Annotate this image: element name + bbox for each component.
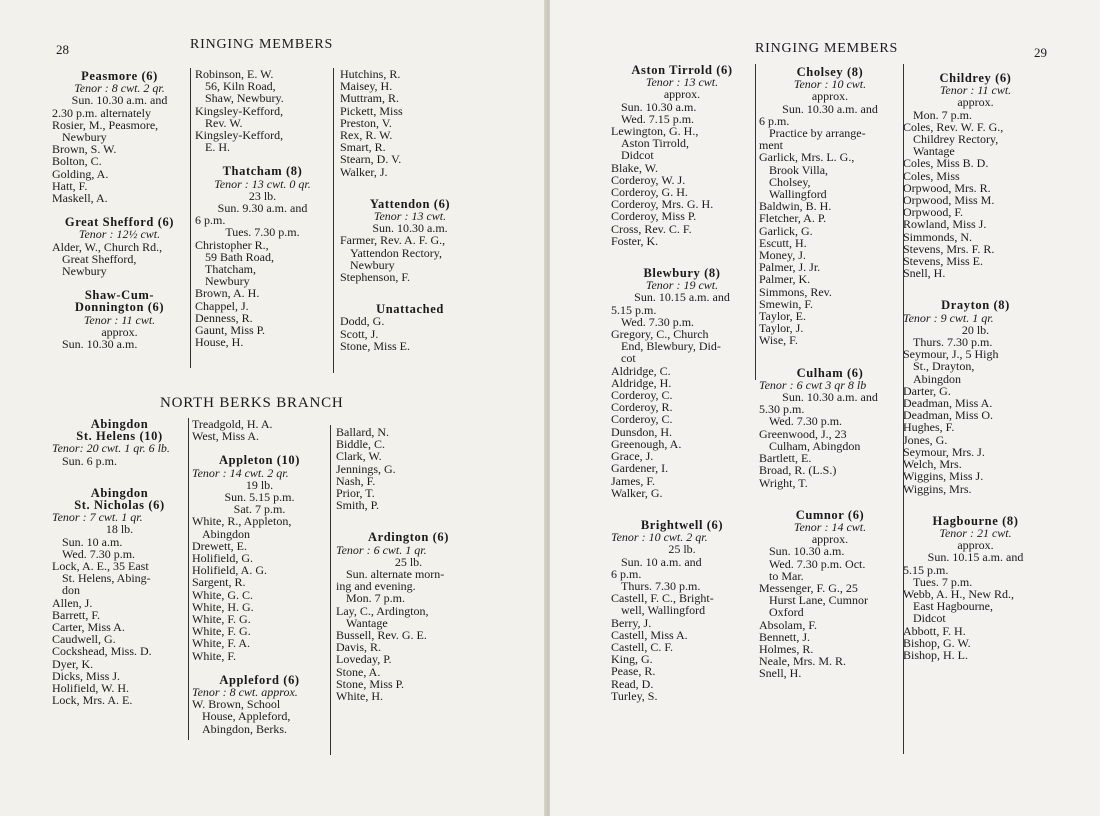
section-heading: Peasmore (6) <box>81 69 158 83</box>
entry-line: Thurs. 7.30 p.m. <box>913 335 993 350</box>
entry-line: Tenor: 20 cwt. 1 qr. 6 lb. <box>52 441 170 456</box>
entry-line: Berry, J. <box>611 615 652 630</box>
entry-line: Thurs. 7.30 p.m. <box>621 578 701 593</box>
section-heading: St. Helens (10) <box>76 429 163 444</box>
entry-line: Darter, G. <box>903 383 951 398</box>
column <box>52 70 187 350</box>
entry-line: Cockshead, Miss. D. <box>52 644 152 659</box>
entry-line: Tenor : 14 cwt. <box>793 519 867 534</box>
entry-line: Newbury <box>62 130 107 145</box>
entry-line: Brook Villa, <box>769 162 829 177</box>
entry-line: Holifield, G. <box>192 551 253 566</box>
entry-line: Tenor : 19 cwt. <box>645 278 719 293</box>
entry-line: Stevens, Miss E. <box>903 254 984 269</box>
entry-line: St. Helens, Abing- <box>62 571 151 586</box>
entry-line: Abingdon <box>913 371 961 386</box>
entry-line: Grace, J. <box>611 449 654 464</box>
section-heading: Donnington (6) <box>74 300 165 315</box>
entry-line: Tenor : 6 cwt 3 qr 8 lb <box>759 377 867 392</box>
entry-line: Stone, Miss E. <box>340 338 411 353</box>
column <box>195 68 330 348</box>
entry-line: Sun. 10.30 a.m. <box>621 99 697 114</box>
entry-line: Hatt, F. <box>52 178 88 193</box>
entry-line: Maskell, A. <box>52 191 108 206</box>
entry-line: Sun. 5.15 p.m. <box>224 490 295 505</box>
section-heading: Appleford (6) <box>219 672 300 687</box>
column <box>192 418 327 735</box>
entry-line: 56, Kiln Road, <box>205 79 276 94</box>
entry-line: don <box>62 583 80 598</box>
column <box>759 66 901 680</box>
entry-line: Gardener, I. <box>611 461 669 476</box>
section-heading: Yattendon (6) <box>369 196 451 211</box>
section-heading: Abingdon <box>90 417 149 431</box>
entry-line: Seymour, J., 5 High <box>903 347 999 362</box>
entry-line: Corderoy, Miss P. <box>611 209 697 224</box>
entry-line: Wright, T. <box>759 475 808 490</box>
section-heading: Cumnor (6) <box>795 507 865 522</box>
entry-line: Tenor : 12½ cwt. <box>78 227 161 242</box>
entry-line: Bishop, H. L. <box>903 647 969 662</box>
entry-line: Rosier, M., Peasmore, <box>52 117 159 132</box>
entry-line: Brown, S. W. <box>52 142 117 157</box>
entry-line: Bartlett, E. <box>759 451 812 466</box>
entry-line: Sat. 7 p.m. <box>233 502 286 517</box>
entry-line: 5.30 p.m. <box>759 402 805 417</box>
entry-line: Cross, Rev. C. F. <box>611 221 692 236</box>
entry-line: Bishop, G. W. <box>903 635 971 650</box>
entry-line: Gaunt, Miss P. <box>195 323 266 338</box>
entry-line: Aldridge, H. <box>611 375 672 390</box>
section-heading: Thatcham (8) <box>222 164 303 179</box>
entry-line: Treadgold, H. A. <box>192 417 273 431</box>
entry-line: Bennett, J. <box>759 629 810 644</box>
entry-line: Culham, Abingdon <box>769 438 861 453</box>
entry-line: approx. <box>957 95 994 110</box>
entry-line: Holifield, W. H. <box>52 681 129 696</box>
entry-line: Clark, W. <box>336 449 382 464</box>
section-heading: Drayton (8) <box>941 298 1010 313</box>
entry-line: Simmons, Rev. <box>759 284 832 299</box>
entry-line: Dodd, G. <box>340 314 385 329</box>
entry-line: Holmes, R. <box>759 641 814 656</box>
entry-line: W. Brown, School <box>192 697 281 712</box>
entry-line: Sargent, R. <box>192 575 246 590</box>
entry-line: White, F. <box>192 648 237 663</box>
entry-line: Walker, J. <box>340 164 388 179</box>
entry-line: Bussell, Rev. G. E. <box>336 628 427 643</box>
entry-line: Kingsley-Kefford, <box>195 128 284 143</box>
entry-line: Stone, Miss P. <box>336 676 405 691</box>
entry-line: Bolton, C. <box>52 154 102 169</box>
entry-line: Wantage <box>346 615 388 630</box>
entry-line: 6 p.m. <box>195 213 226 228</box>
entry-line: Aldridge, C. <box>611 363 671 378</box>
entry-line: Newbury <box>350 257 395 272</box>
entry-line: White, G. C. <box>192 587 253 602</box>
entry-line: Taylor, E. <box>759 309 806 324</box>
entry-line: Dicks, Miss J. <box>52 668 121 683</box>
entry-line: Hutchins, R. <box>340 67 401 81</box>
entry-line: Christopher R., <box>195 237 269 252</box>
entry-line: Aston Tirrold, <box>621 136 690 151</box>
entry-line: Hughes, F. <box>903 420 955 435</box>
entry-line: Stevens, Mrs. F. R. <box>903 241 995 256</box>
section-heading: Childrey (6) <box>939 71 1012 85</box>
entry-line: East Hagbourne, <box>913 599 993 614</box>
entry-line: cot <box>621 351 636 366</box>
entry-line: Wed. 7.15 p.m. <box>621 111 695 126</box>
section-heading: Hagbourne (8) <box>932 513 1019 528</box>
entry-line: Castell, F. C., Bright- <box>611 591 714 606</box>
entry-line: ing and evening. <box>336 579 416 594</box>
entry-line: Rev. W. <box>205 115 243 130</box>
column <box>340 68 480 352</box>
entry-line: Childrey Rectory, <box>913 132 999 147</box>
entry-line: White, H. <box>336 689 383 704</box>
entry-line: to Mar. <box>769 568 804 583</box>
entry-line: Fletcher, A. P. <box>759 211 827 226</box>
entry-line: well, Wallingford <box>621 603 706 618</box>
entry-line: Greenwood, J., 23 <box>759 426 847 441</box>
column <box>52 418 187 706</box>
entry-line: White, H. G. <box>192 599 254 614</box>
entry-line: Sun. 10.30 a.m. <box>769 544 845 559</box>
entry-line: Abingdon, Berks. <box>202 721 287 736</box>
section-heading: Brightwell (6) <box>640 517 724 532</box>
entry-line: Mon. 7 p.m. <box>913 107 973 122</box>
entry-line: Newbury <box>62 264 107 279</box>
entry-line: King, G. <box>611 652 653 667</box>
entry-line: End, Blewbury, Did- <box>621 339 721 354</box>
entry-line: Sun. 10.30 a.m. and <box>782 101 878 116</box>
entry-line: Allen, J. <box>52 595 93 610</box>
running-head: RINGING MEMBERS <box>190 37 334 52</box>
column <box>611 64 753 702</box>
entry-line: Hurst Lane, Cumnor <box>769 593 868 608</box>
column-rule <box>188 418 189 740</box>
entry-line: Jennings, G. <box>336 461 396 476</box>
running-head: RINGING MEMBERS <box>755 41 899 56</box>
section-heading: Aston Tirrold (6) <box>631 63 733 77</box>
entry-line: Stearn, D. V. <box>340 152 402 167</box>
entry-line: Messenger, F. G., 25 <box>759 580 858 595</box>
entry-line: West, Miss A. <box>192 429 260 444</box>
left-page <box>0 0 546 816</box>
entry-line: Tenor : 13 cwt. 0 qr. <box>214 176 311 191</box>
right-page <box>550 0 1100 816</box>
entry-line: Read, D. <box>611 676 654 691</box>
entry-line: Denness, R. <box>195 310 253 325</box>
entry-line: Sun. 10.15 a.m. and <box>927 550 1024 565</box>
entry-line: Smart, R. <box>340 140 386 155</box>
entry-line: Lewington, G. H., <box>611 124 699 139</box>
entry-line: Oxford <box>769 605 804 620</box>
entry-line: Barrett, F. <box>52 607 101 622</box>
entry-line: approx. <box>811 89 849 104</box>
entry-line: Brown, A. H. <box>195 286 260 301</box>
entry-line: 25 lb. <box>668 542 696 557</box>
entry-line: Carter, Miss A. <box>52 620 125 635</box>
entry-line: Money, J. <box>759 248 806 263</box>
entry-line: Sun. 10.30 a.m. and <box>782 390 878 405</box>
entry-line: Welch, Mrs. <box>903 457 962 472</box>
column-rule <box>190 68 191 368</box>
section-heading: Blewbury (8) <box>643 266 721 281</box>
entry-line: Orpwood, F. <box>903 205 964 220</box>
section-heading: Cholsey (8) <box>796 65 864 79</box>
entry-line: Wiggins, Miss J. <box>903 469 984 484</box>
entry-line: Sun. 10.30 a.m. and <box>71 93 168 108</box>
entry-line: Snell, H. <box>759 666 802 681</box>
entry-line: Neale, Mrs. M. R. <box>759 654 846 669</box>
page-number: 28 <box>56 42 69 57</box>
entry-line: St., Drayton, <box>913 359 975 374</box>
entry-line: ment <box>759 138 783 153</box>
entry-line: Drewett, E. <box>192 538 247 553</box>
entry-line: Great Shefford, <box>62 251 137 266</box>
entry-line: Tenor : 8 cwt. approx. <box>192 685 298 700</box>
entry-line: Tenor : 14 cwt. 2 qr. <box>192 465 289 480</box>
entry-line: Caudwell, G. <box>52 632 116 647</box>
entry-line: Dunsdon, H. <box>611 424 673 439</box>
entry-line: Rowland, Miss J. <box>903 217 987 232</box>
entry-line: Newbury <box>205 274 250 289</box>
entry-line: Abingdon <box>202 526 250 541</box>
entry-line: Orpwood, Mrs. R. <box>903 180 991 195</box>
entry-line: Lock, A. E., 35 East <box>52 559 149 574</box>
entry-line: Nash, F. <box>336 473 376 488</box>
entry-line: Davis, R. <box>336 640 381 655</box>
entry-line: Coles, Miss B. D. <box>903 156 989 171</box>
entry-line: Sun. 9.30 a.m. and <box>217 201 308 216</box>
entry-line: approx. <box>811 532 849 547</box>
section-heading: Ardington (6) <box>367 530 450 545</box>
entry-line: Golding, A. <box>52 166 109 181</box>
entry-line: Coles, Miss <box>903 168 960 183</box>
entry-line: Tenor : 10 cwt. <box>793 77 867 92</box>
entry-line: Thatcham, <box>205 262 256 277</box>
entry-line: Tenor : 6 cwt. 1 qr. <box>336 542 427 557</box>
entry-line: Lay, C., Ardington, <box>336 603 429 618</box>
entry-line: Garlick, G. <box>759 223 813 238</box>
entry-line: House, H. <box>195 335 244 350</box>
entry-line: Kingsley-Kefford, <box>195 103 284 118</box>
entry-line: Corderoy, C. <box>611 412 673 427</box>
entry-line: Stone, A. <box>336 664 381 679</box>
entry-line: Greenough, A. <box>611 436 682 451</box>
entry-line: approx. <box>957 538 994 553</box>
entry-line: 23 lb. <box>248 188 277 203</box>
entry-line: 6 p.m. <box>611 566 642 581</box>
entry-line: Walker, G. <box>611 485 663 500</box>
entry-line: Tenor : 21 cwt. <box>939 525 1012 540</box>
entry-line: Pickett, Miss <box>340 103 403 118</box>
section-heading: Great Shefford (6) <box>64 215 175 230</box>
entry-line: White, R., Appleton, <box>192 514 292 529</box>
entry-line: 2.30 p.m. alternately <box>52 105 151 120</box>
entry-line: Practice by arrange- <box>769 126 866 141</box>
entry-line: Prior, T. <box>336 486 375 501</box>
entry-line: Sun. 10.15 a.m. and <box>634 290 730 305</box>
entry-line: Chappel, J. <box>195 298 249 313</box>
entry-line: Webb, A. H., New Rd., <box>903 586 1015 601</box>
entry-line: Rex, R. W. <box>340 128 393 143</box>
section-heading: Appleton (10) <box>218 453 301 468</box>
section-heading: St. Nicholas (6) <box>74 498 165 513</box>
entry-line: White, F. A. <box>192 636 251 651</box>
entry-line: Abbott, F. H. <box>903 623 966 638</box>
entry-line: Biddle, C. <box>336 437 386 452</box>
entry-line: Smith, P. <box>336 498 380 513</box>
entry-line: 20 lb. <box>961 322 990 337</box>
entry-line: E. H. <box>205 140 230 155</box>
entry-line: Mon. 7 p.m. <box>346 591 406 606</box>
entry-line: Farmer, Rev. A. F. G., <box>340 233 446 248</box>
entry-line: Seymour, Mrs. J. <box>903 444 985 459</box>
column <box>336 426 481 702</box>
entry-line: Scott, J. <box>340 326 379 341</box>
entry-line: Tenor : 11 cwt. <box>939 83 1012 98</box>
entry-line: 5.15 p.m. <box>611 302 657 317</box>
entry-line: Corderoy, W. J. <box>611 172 686 187</box>
entry-line: Didcot <box>913 611 946 626</box>
entry-line: Alder, W., Church Rd., <box>52 239 163 254</box>
entry-line: Cholsey, <box>769 174 811 189</box>
entry-line: Snell, H. <box>903 266 946 281</box>
entry-line: Gregory, C., Church <box>611 327 709 342</box>
entry-line: Preston, V. <box>340 115 392 130</box>
entry-line: Tenor : 7 cwt. 1 qr. <box>52 510 143 525</box>
entry-line: Corderoy, Mrs. G. H. <box>611 197 714 212</box>
entry-line: Muttram, R. <box>340 91 399 106</box>
entry-line: Maisey, H. <box>340 79 393 94</box>
entry-line: 6 p.m. <box>759 113 790 128</box>
entry-line: Coles, Rev. W. F. G., <box>903 119 1004 134</box>
entry-line: Sun. 10.30 a.m. <box>372 221 448 236</box>
entry-line: Stephenson, F. <box>340 270 411 285</box>
entry-line: Deadman, Miss A. <box>903 396 993 411</box>
entry-line: approx. <box>663 87 701 102</box>
entry-line: 5.15 p.m. <box>903 562 949 577</box>
entry-line: Tenor : 11 cwt. <box>83 312 156 327</box>
entry-line: Shaw, Newbury. <box>205 91 284 106</box>
entry-line: Wallingford <box>769 187 827 202</box>
entry-line: Wed. 7.30 p.m. <box>621 314 695 329</box>
column-rule <box>333 68 334 373</box>
entry-line: White, F. G. <box>192 624 251 639</box>
entry-line: Taylor, J. <box>759 321 804 336</box>
entry-line: Tenor : 13 cwt. <box>373 209 447 224</box>
entry-line: Palmer, K. <box>759 272 811 287</box>
entry-line: Jones, G. <box>903 432 948 447</box>
entry-line: Foster, K. <box>611 233 659 248</box>
entry-line: Tenor : 10 cwt. 2 qr. <box>611 530 708 545</box>
entry-line: Sun. alternate morn- <box>346 567 445 582</box>
entry-line: Turley, S. <box>611 688 658 703</box>
entry-line: Dyer, K. <box>52 656 94 671</box>
entry-line: Wiggins, Mrs. <box>903 481 972 496</box>
entry-line: Tenor : 9 cwt. 1 qr. <box>903 310 994 325</box>
column-rule <box>330 425 331 755</box>
entry-line: Smewin, F. <box>759 296 814 311</box>
entry-line: 25 lb. <box>394 554 423 569</box>
column <box>903 72 1048 661</box>
page-number: 29 <box>1034 45 1047 60</box>
entry-line: 18 lb. <box>105 522 134 537</box>
entry-line: James, F. <box>611 473 656 488</box>
entry-line: Corderoy, C. <box>611 388 673 403</box>
entry-line: Broad, R. (L.S.) <box>759 463 837 478</box>
entry-line: Holifield, A. G. <box>192 563 267 578</box>
entry-line: Sun. 10.30 a.m. <box>62 337 138 352</box>
entry-line: Didcot <box>621 148 654 163</box>
section-heading: Culham (6) <box>796 365 864 380</box>
entry-line: Castell, C. F. <box>611 639 674 654</box>
section-heading: Shaw-Cum- <box>84 288 155 303</box>
entry-line: Blake, W. <box>611 160 658 175</box>
entry-line: Tues. 7 p.m. <box>913 574 973 589</box>
entry-line: Deadman, Miss O. <box>903 408 993 423</box>
entry-line: Corderoy, G. H. <box>611 185 688 200</box>
entry-line: Wed. 7.30 p.m. Oct. <box>769 556 866 571</box>
entry-line: Wantage <box>913 144 955 159</box>
entry-line: 59 Bath Road, <box>205 249 274 264</box>
entry-line: Wise, F. <box>759 333 798 348</box>
entry-line: Pease, R. <box>611 664 656 679</box>
entry-line: 19 lb. <box>245 477 274 492</box>
entry-line: Sun. 10 a.m. and <box>621 554 702 569</box>
entry-line: Palmer, J. Jr. <box>759 260 821 275</box>
entry-line: Ballard, N. <box>336 425 389 439</box>
entry-line: Simmonds, N. <box>903 229 973 244</box>
entry-line: Garlick, Mrs. L. G., <box>759 150 855 165</box>
entry-line: Absolam, F. <box>759 617 818 632</box>
entry-line: Wed. 7.30 p.m. <box>769 414 843 429</box>
entry-line: Escutt, H. <box>759 235 807 250</box>
entry-line: Loveday, P. <box>336 652 392 667</box>
entry-line: House, Appleford, <box>202 709 291 724</box>
entry-line: Tues. 7.30 p.m. <box>225 225 300 240</box>
entry-line: approx. <box>101 324 138 339</box>
entry-line: Tenor : 13 cwt. <box>645 75 719 90</box>
entry-line: Yattendon Rectory, <box>350 245 442 260</box>
section-heading: Unattached <box>376 302 444 317</box>
entry-line: Lock, Mrs. A. E. <box>52 693 133 708</box>
branch-title: NORTH BERKS BRANCH <box>160 395 344 411</box>
entry-line: Corderoy, R. <box>611 400 673 415</box>
entry-line: White, F. G. <box>192 612 251 627</box>
entry-line: Baldwin, B. H. <box>759 199 832 214</box>
entry-line: Orpwood, Miss M. <box>903 193 995 208</box>
entry-line: Tenor : 8 cwt. 2 qr. <box>74 81 165 96</box>
section-heading: Abingdon <box>90 485 149 500</box>
entry-line: Robinson, E. W. <box>195 67 274 81</box>
entry-line: Sun. 6 p.m. <box>62 453 118 468</box>
entry-line: Sun. 10 a.m. <box>62 534 123 549</box>
column-rule <box>755 64 756 380</box>
entry-line: Castell, Miss A. <box>611 627 688 642</box>
entry-line: Wed. 7.30 p.m. <box>62 546 136 561</box>
